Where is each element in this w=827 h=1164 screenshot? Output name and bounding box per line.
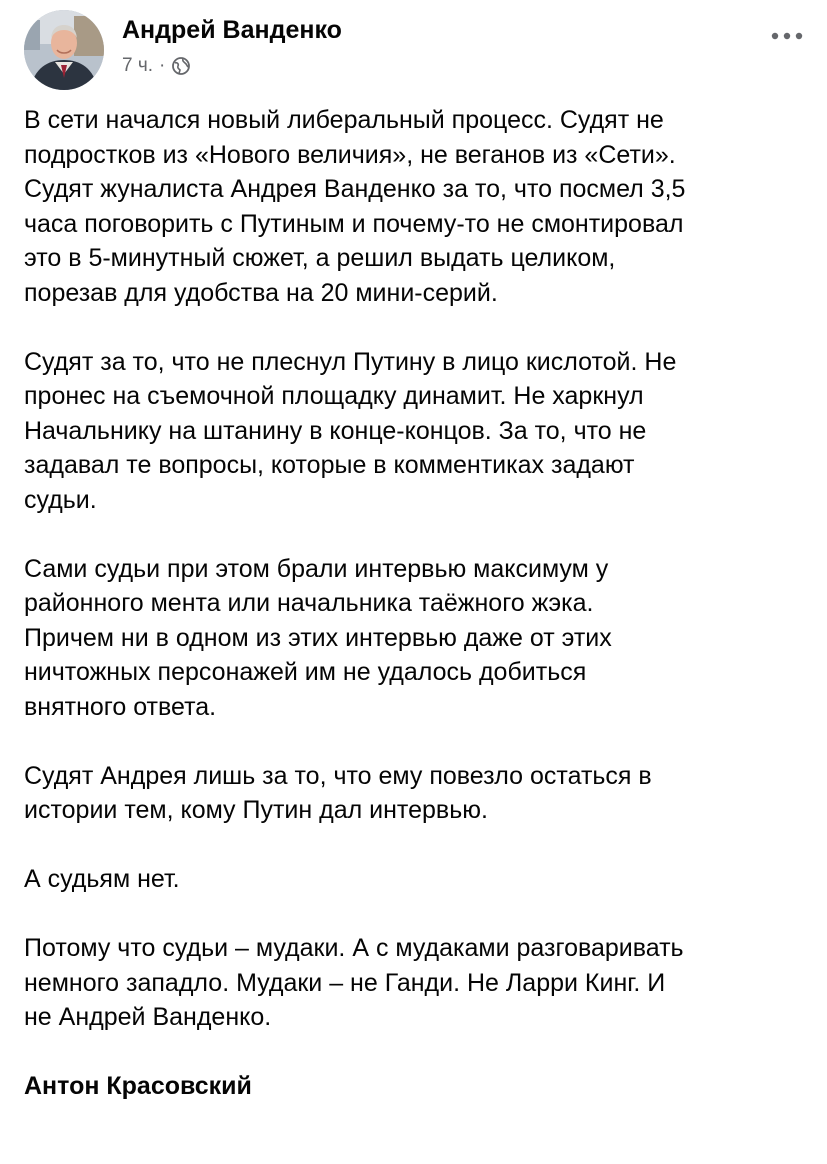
post-paragraph: Потому что судьи – мудаки. А с мудаками разговаривать немного западло. Мудаки – не Ганди. Не Ларри Кинг. И не Андрей Ванденко. bbox=[24, 934, 684, 1031]
post-body bbox=[24, 103, 814, 1104]
post-paragraph: Судят за то, что не плеснул Путину в лицо кислотой. Не пронес на съемочной площадку динамит. Не харкнул Начальнику на штанину в конце-концов. За то, что не задавал те вопросы, которые в комментиках задают судьи. bbox=[24, 347, 677, 514]
meta-separator: · bbox=[159, 55, 166, 76]
post-paragraph: А судьям нет. bbox=[24, 865, 180, 893]
avatar-image bbox=[24, 10, 104, 90]
post-paragraph: Сами судьи при этом брали интервью максимум у районного мента или начальника таёжного жэка. Причем ни в одном из этих интервью даже от этих ничтожных персонажей им не удалось добиться внятного ответа. bbox=[24, 554, 612, 721]
post-timestamp[interactable]: 7 ч. bbox=[122, 55, 154, 76]
author-name[interactable]: Андрей Ванденко bbox=[122, 16, 342, 44]
post-meta bbox=[122, 54, 191, 78]
post-paragraph: Судят Андрея лишь за то, что ему повезло остаться в истории тем, кому Путин дал интервью. bbox=[24, 761, 652, 824]
more-horizontal-icon bbox=[771, 32, 803, 40]
post-paragraph: В сети начался новый либеральный процесс. Судят не подростков из «Нового величия», не веганов из «Сети». Судят жуналиста Андрея Ванденко за то, что посмел 3,5 часа поговорить с Путиным и почему-то не смонтировал это в 5-минутный сюжет, а решил выдать целиком, порезав для удобства на 20 мини-серий. bbox=[24, 106, 686, 307]
avatar[interactable] bbox=[24, 10, 104, 90]
globe-icon[interactable] bbox=[171, 56, 191, 76]
post-header bbox=[24, 10, 807, 90]
more-options-button[interactable] bbox=[767, 24, 807, 48]
post-signature: Антон Красовский bbox=[24, 1072, 252, 1100]
